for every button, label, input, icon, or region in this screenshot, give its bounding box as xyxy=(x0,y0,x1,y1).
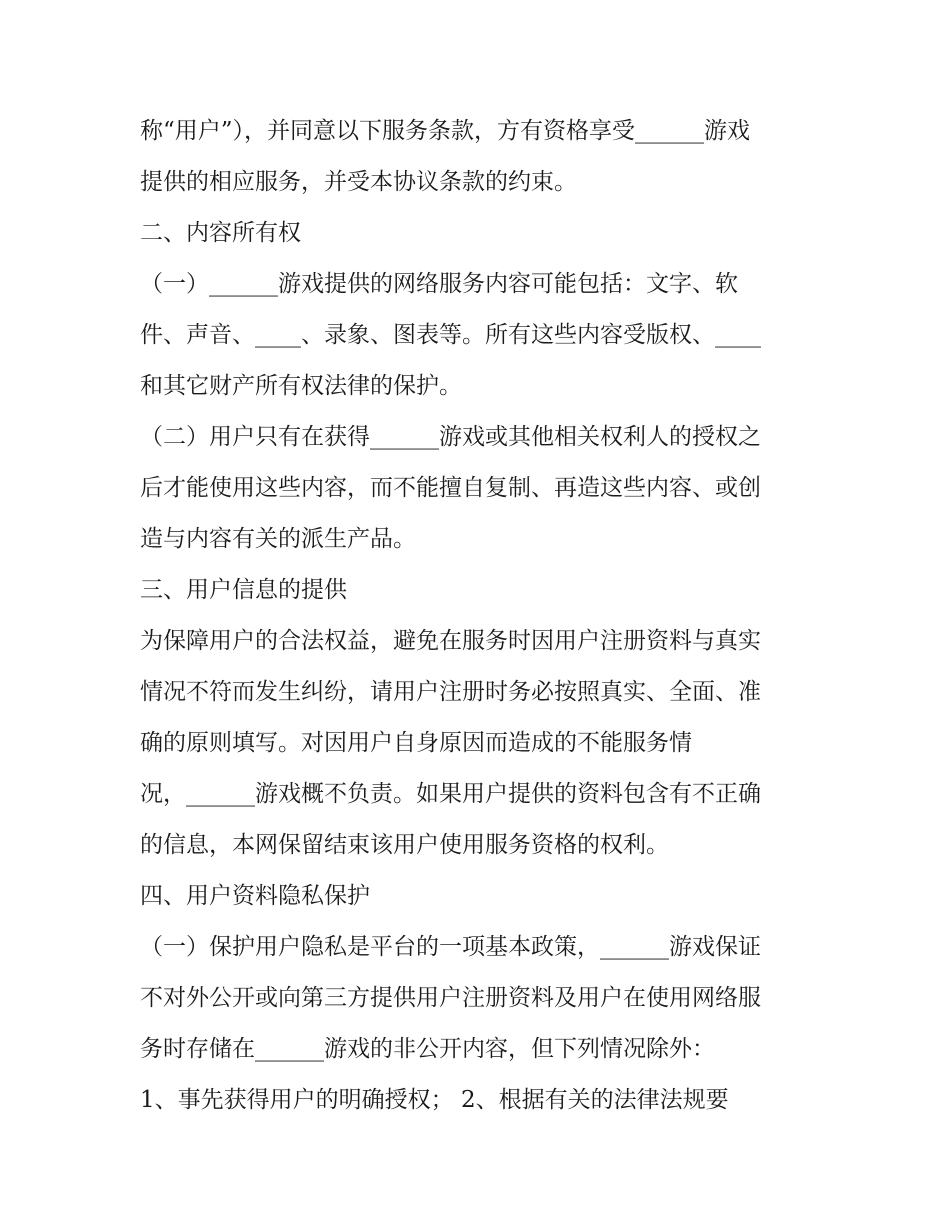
text-line: 和其它财产所有权法律的保护。 xyxy=(140,373,462,399)
section-heading: 二、内容所有权 xyxy=(140,220,301,246)
text-line: 1、事先获得用户的明确授权； 2、根据有关的法律法规要 xyxy=(140,1087,729,1113)
text-line: 务时存储在______游戏的非公开内容，但下列情况除外： xyxy=(140,1036,715,1062)
section-heading: 三、用户信息的提供 xyxy=(140,577,347,603)
text-line: （一）保护用户隐私是平台的一项基本政策，______游戏保证 xyxy=(140,934,761,960)
text-line: 情况不符而发生纠纷，请用户注册时务必按照真实、全面、准 xyxy=(140,679,761,705)
text-line: 提供的相应服务，并受本协议条款的约束。 xyxy=(140,169,577,195)
text-line: 称“用户”），并同意以下服务条款，方有资格享受______游戏 xyxy=(140,118,751,144)
text-line: 造与内容有关的派生产品。 xyxy=(140,526,416,552)
document-body xyxy=(140,106,820,1126)
text-line: 为保障用户的合法权益，避免在服务时因用户注册资料与真实 xyxy=(140,628,761,654)
section-heading: 四、用户资料隐私保护 xyxy=(140,883,370,909)
text-line: 的信息，本网保留结束该用户使用服务资格的权利。 xyxy=(140,832,669,858)
text-line: （二）用户只有在获得______游戏或其他相关权利人的授权之 xyxy=(140,424,761,450)
text-line: 后才能使用这些内容，而不能擅自复制、再造这些内容、或创 xyxy=(140,475,761,501)
text-line: 确的原则填写。对因用户自身原因而造成的不能服务情 xyxy=(140,730,692,756)
text-line: 况，______游戏概不负责。如果用户提供的资料包含有不正确 xyxy=(140,781,761,807)
text-line: 不对外公开或向第三方提供用户注册资料及用户在使用网络服 xyxy=(140,985,761,1011)
text-line: （一）______游戏提供的网络服务内容可能包括：文字、软 xyxy=(140,271,738,297)
text-line: 件、声音、____、录象、图表等。所有这些内容受版权、____ xyxy=(140,322,761,348)
